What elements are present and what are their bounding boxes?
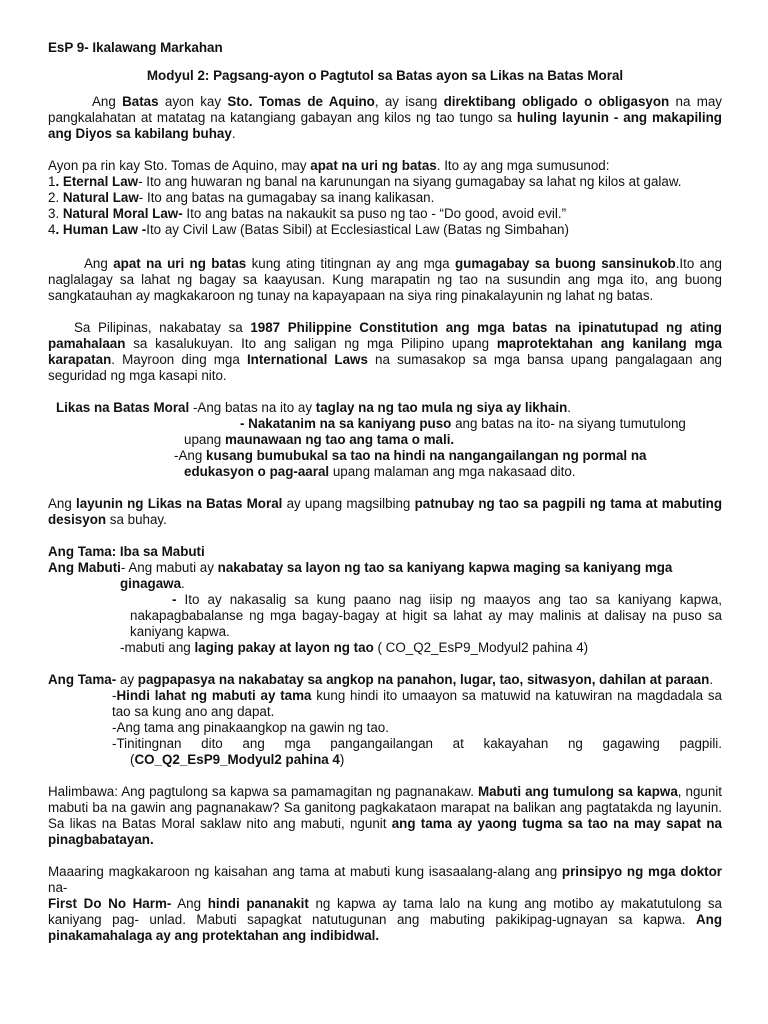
prinsipyo-section (48, 864, 722, 944)
law-types-lead: Ayon pa rin kay Sto. Tomas de Aquino, may apat na uri ng batas. Ito ay ang mga sumusunod: (48, 158, 610, 173)
law-type-eternal: 1. Eternal Law- Ito ang huwaran ng banal na karunungan na siyang gumagabay sa lahat ng kilos at galaw. (48, 174, 682, 189)
first-do-no-harm-paragraph: First Do No Harm- Ang hindi pananakit ng kapwa ay tama lalo na kung ang motibo ay makatutulong sa kaniyang pag- unlad. Mabuti sapagkat natutugunan ang mabuting pakikipag-ugnayan sa kapwa. Ang pinakamahalaga ay ang protektahan ang indibidwal. (48, 896, 722, 943)
tama-point-angkop: -Ang tama ang pinakaangkop na gawin ng tao. (112, 720, 389, 735)
likas-point-puso-cont: upang maunawaan ng tao ang tama o mali. (184, 432, 455, 447)
prinsipyo-intro: Maaaring magkakaroon ng kaisahan ang tama at mabuti kung isasaalang-alang ang prinsipyo ng mga doktor na- (48, 864, 722, 895)
mabuti-definition-cont: ginagawa. (120, 576, 185, 591)
tama-definition: Ang Tama- ay pagpapasya na nakabatay sa angkop na panahon, lugar, tao, sitwasyon, dahilan at paraan. (48, 672, 714, 687)
intro-paragraph: Ang Batas ayon kay Sto. Tomas de Aquino, ay isang direktibang obligado o obligasyon na may pangkalahatan at matatag na katangiang gabayan ang kilos ng tao tungo sa huling layunin - ang makapiling ang Diyos sa kabilang buhay. (48, 94, 722, 141)
halimbawa-paragraph: Halimbawa: Ang pagtulong sa kapwa sa pamamagitan ng pagnanakaw. Mabuti ang tumulong sa kapwa, ngunit mabuti ba na gawin ang pagnanakaw? Sa ganitong pagkakataon marapat na balikan ang pagtatakda ng layunin. Sa likas na Batas Moral saklaw nito ang mabuti, ngunit ang tama ay yaong tugma sa tao na may sapat na pinagbabatayan. (48, 784, 722, 847)
section-heading-tama-mabuti: Ang Tama: Iba sa Mabuti (48, 544, 205, 559)
mabuti-definition: Ang Mabuti- Ang mabuti ay nakabatay sa layon ng tao sa kaniyang kapwa maging sa kaniyang mga (48, 560, 673, 575)
law-types-section (48, 158, 722, 238)
law-type-natural-moral: 3. Natural Moral Law- Ito ang batas na nakaukit sa puso ng tao - “Do good, avoid evil.” (48, 206, 567, 221)
tama-citation: (CO_Q2_EsP9_Modyul2 pahina 4) (130, 752, 345, 767)
document-page (48, 40, 722, 944)
law-type-natural: 2. Natural Law- Ito ang batas na gumagabay sa inang kalikasan. (48, 190, 435, 205)
philippines-paragraph: Sa Pilipinas, nakabatay sa 1987 Philippine Constitution ang mga batas na ipinatutupad ng ating pamahalaan sa kasalukuyan. Ito ang saligan ng mga Pilipino upang maprotektahan ang kanilang mga karapatan. Mayroon ding mga International Laws na sumasakop sa mga bansa upang pangalagaan ang seguridad ng mga kasapi nito. (48, 320, 722, 383)
layunin-paragraph: Ang layunin ng Likas na Batas Moral ay upang magsilbing patnubay ng tao sa pagpili ng tama at mabuting desisyon sa buhay. (48, 496, 723, 527)
mabuti-point-pakay: -mabuti ang laging pakay at layon ng tao ( CO_Q2_EsP9_Modyul2 pahina 4) (120, 640, 589, 655)
likas-point-puso: - Nakatanim na sa kaniyang puso ang batas na ito- na siyang tumutulong (240, 416, 686, 431)
mabuti-section (48, 544, 722, 656)
module-title: Modyul 2: Pagsang-ayon o Pagtutol sa Batas ayon sa Likas na Batas Moral (146, 68, 624, 83)
four-laws-paragraph: Ang apat na uri ng batas kung ating titingnan ay ang mga gumagabay sa buong sansinukob.Ito ang naglalagay sa lahat ng bagay sa kaayusan. Kung marapatin ng tao na susundin ang mga ito, ang buong sangkatauhan ay magkakaroon ng tunay na kapayapaan na siya ring pinakalayunin ng lahat ng batas. (48, 256, 722, 303)
law-type-human: 4. Human Law -Ito ay Civil Law (Batas Sibil) at Ecclesiastical Law (Batas ng Simbahan) (48, 222, 569, 237)
tama-point-tinitingnan: -Tinitingnan dito ang mga pangangailangan at kakayahan ng gagawing pagpili. (112, 736, 722, 751)
likas-section (48, 400, 722, 480)
tama-point-hindi-lahat: -Hindi lahat ng mabuti ay tama kung hindi ito umaayon sa matuwid na katuwiran na magdadala sa tao sa kung ano ang dapat. (112, 688, 722, 719)
tama-section (48, 672, 722, 768)
likas-definition: Likas na Batas Moral -Ang batas na ito ay taglay na ng tao mula ng siya ay likhain. (56, 400, 572, 415)
mabuti-point-nakasalig: - Ito ay nakasalig sa kung paano nag iisip ng maayos ang tao sa kaniyang kapwa, nakapagbabalanse ng mga bagay-bagay at higit sa lahat ay may malinis at dalisay na puso sa kaniyang kapwa. (130, 592, 722, 639)
likas-point-kusang: -Ang kusang bumubukal sa tao na hindi na nangangailangan ng pormal na (174, 448, 647, 463)
likas-point-kusang-cont: edukasyon o pag-aaral upang malaman ang mga nakasaad dito. (184, 464, 576, 479)
course-header: EsP 9- Ikalawang Markahan (48, 40, 223, 55)
